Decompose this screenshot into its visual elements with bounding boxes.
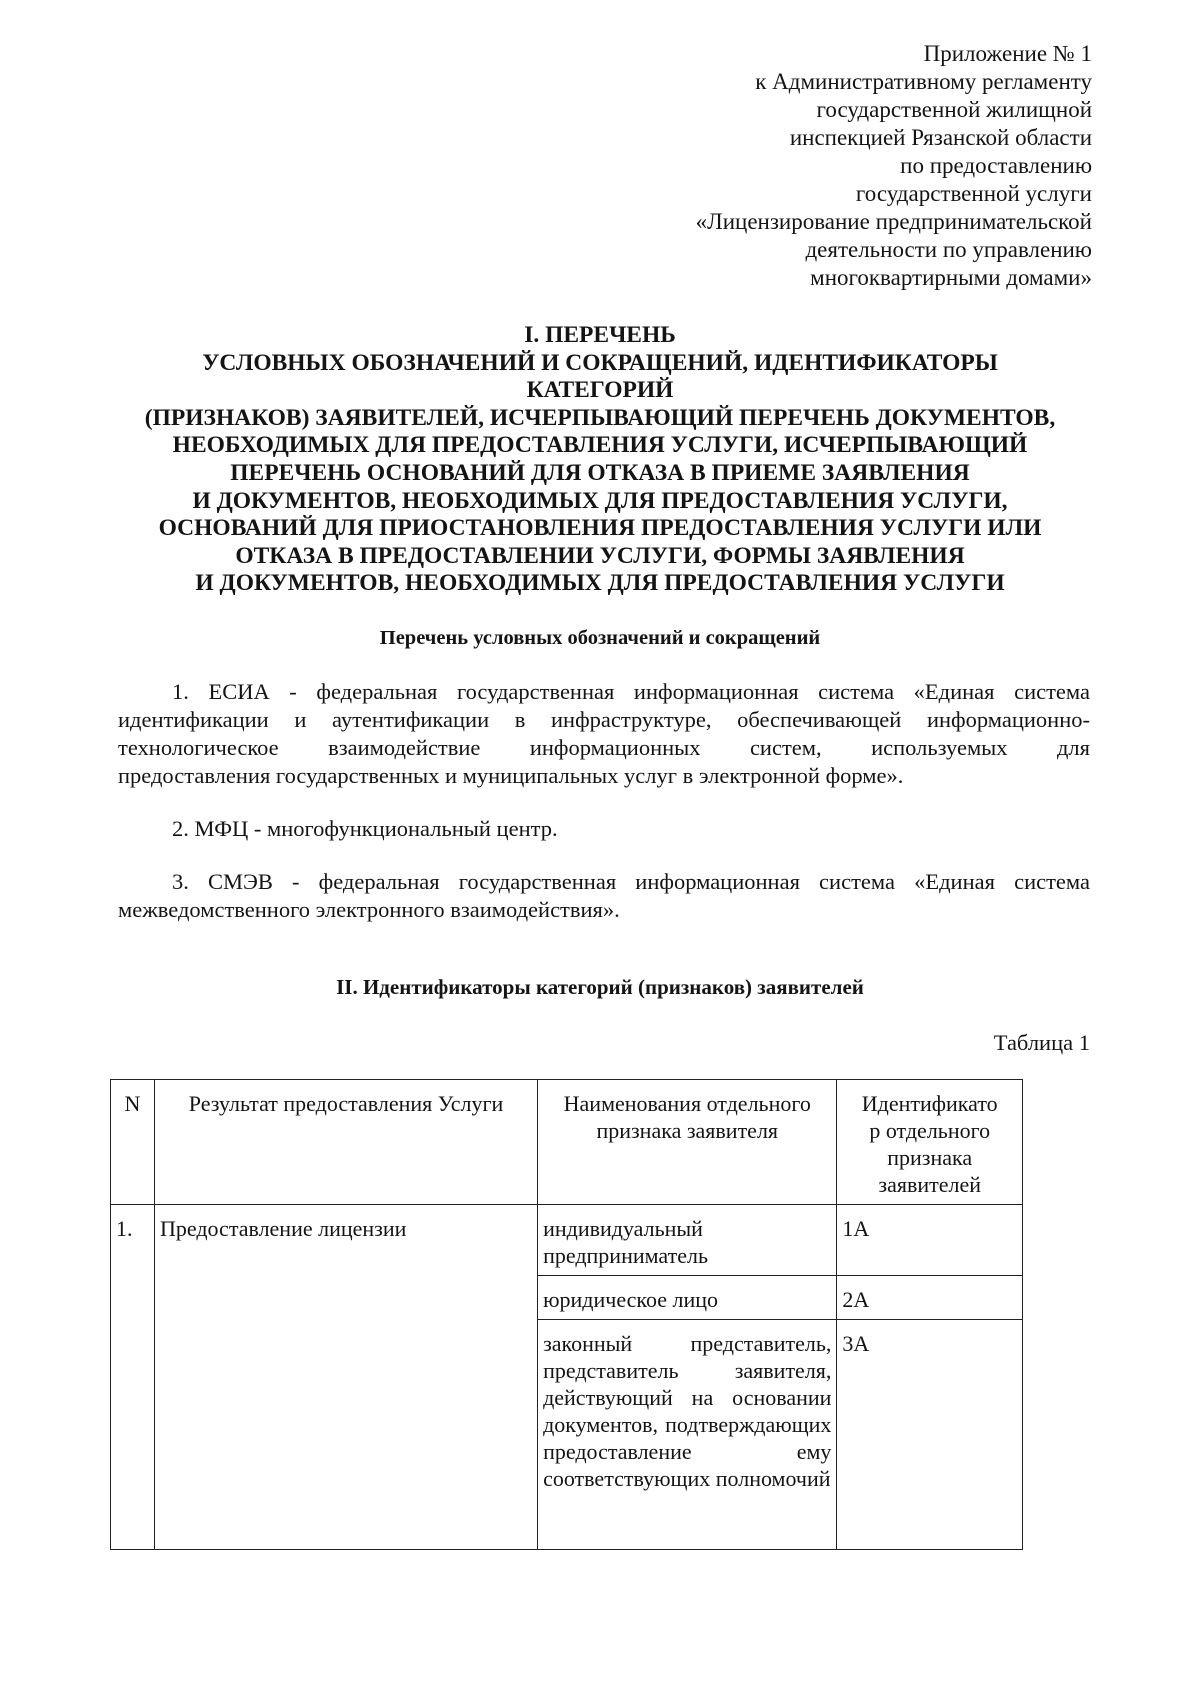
header-n: N bbox=[111, 1080, 155, 1205]
title-line: УСЛОВНЫХ ОБОЗНАЧЕНИЙ И СОКРАЩЕНИЙ, ИДЕНТИФИКАТОРЫ bbox=[202, 349, 998, 376]
appendix-line: государственной услуги bbox=[855, 181, 1092, 206]
paragraph-line: идентификации и аутентификации в инфраструктуре, обеспечивающей информационно- bbox=[118, 707, 1090, 732]
cell-name: законный представитель, представитель заявителя, действующий на основании документов, подтверждающих предоставление ему соответствующих полномочий bbox=[538, 1320, 837, 1550]
cell-id: 3А bbox=[837, 1320, 1023, 1550]
paragraph-line: 2. МФЦ - многофункциональный центр. bbox=[172, 816, 558, 841]
title-line: ОСНОВАНИЙ ДЛЯ ПРИОСТАНОВЛЕНИЯ ПРЕДОСТАВЛЕНИЯ УСЛУГИ ИЛИ bbox=[158, 515, 1042, 542]
title-line: I. ПЕРЕЧЕНЬ bbox=[524, 322, 676, 348]
appendix-line: инспекцией Рязанской области bbox=[789, 125, 1092, 150]
appendix-line: многоквартирными домами» bbox=[810, 265, 1092, 290]
title-line: ПЕРЕЧЕНЬ ОСНОВАНИЙ ДЛЯ ОТКАЗА В ПРИЕМЕ ЗАЯВЛЕНИЯ bbox=[230, 459, 970, 486]
document-title bbox=[110, 322, 1090, 598]
header-id bbox=[837, 1080, 1023, 1205]
header-name: Наименования отдельного признака заявителя bbox=[538, 1080, 837, 1205]
title-line: НЕОБХОДИМЫХ ДЛЯ ПРЕДОСТАВЛЕНИЯ УСЛУГИ, ИСЧЕРПЫВАЮЩИЙ bbox=[172, 432, 1028, 459]
table-row bbox=[111, 1205, 1023, 1276]
paragraph-line: 1. ЕСИА - федеральная государственная информационная система «Единая система bbox=[172, 679, 1090, 704]
cell-id: 2А bbox=[837, 1276, 1023, 1320]
abbreviation-item-smev bbox=[118, 868, 1090, 924]
cell-name: индивидуальный предприниматель bbox=[538, 1205, 837, 1276]
cell-id: 1А bbox=[837, 1205, 1023, 1276]
appendix-line: Приложение № 1 bbox=[923, 41, 1092, 66]
paragraph-line: межведомственного электронного взаимодействия». bbox=[118, 897, 620, 922]
paragraph-line: предоставления государственных и муниципальных услуг в электронной форме». bbox=[118, 763, 904, 788]
cell-name: юридическое лицо bbox=[538, 1276, 837, 1320]
header-id-line: Идентификато bbox=[861, 1091, 998, 1116]
appendix-block bbox=[532, 40, 1092, 292]
title-line: ОТКАЗА В ПРЕДОСТАВЛЕНИИ УСЛУГИ, ФОРМЫ ЗАЯВЛЕНИЯ bbox=[235, 542, 965, 569]
title-line: И ДОКУМЕНТОВ, НЕОБХОДИМЫХ ДЛЯ ПРЕДОСТАВЛЕНИЯ УСЛУГИ bbox=[195, 570, 1005, 597]
paragraph-line: 3. СМЭВ - федеральная государственная информационная система «Единая система bbox=[172, 869, 1090, 894]
header-id-line: признака bbox=[887, 1145, 973, 1170]
appendix-line: к Административному регламенту bbox=[755, 69, 1092, 94]
title-line: КАТЕГОРИЙ bbox=[526, 377, 674, 404]
title-line: (ПРИЗНАКОВ) ЗАЯВИТЕЛЕЙ, ИСЧЕРПЫВАЮЩИЙ ПЕРЕЧЕНЬ ДОКУМЕНТОВ, bbox=[144, 404, 1056, 431]
header-result: Результат предоставления Услуги bbox=[154, 1080, 537, 1205]
abbreviation-item-esia bbox=[118, 678, 1090, 790]
identifiers-table bbox=[110, 1079, 1023, 1550]
appendix-line: государственной жилищной bbox=[816, 97, 1092, 122]
table-header-row bbox=[111, 1080, 1023, 1205]
appendix-line: «Лицензирование предпринимательской bbox=[695, 209, 1092, 234]
paragraph-line: технологическое взаимодействие информационных систем, используемых для bbox=[118, 735, 1090, 760]
cell-n: 1. bbox=[111, 1205, 155, 1550]
table-label: Таблица 1 bbox=[993, 1030, 1090, 1055]
appendix-line: деятельности по управлению bbox=[805, 237, 1092, 262]
header-id-line: р отдельного bbox=[869, 1118, 991, 1143]
abbreviation-item-mfc bbox=[118, 815, 1090, 843]
appendix-line: по предоставлению bbox=[900, 153, 1092, 178]
cell-result: Предоставление лицензии bbox=[154, 1205, 537, 1550]
abbreviations-heading: Перечень условных обозначений и сокращений bbox=[379, 627, 821, 649]
header-id-line: заявителей bbox=[878, 1172, 982, 1197]
identifiers-heading: II. Идентификаторы категорий (признаков) заявителей bbox=[336, 975, 864, 999]
title-line: И ДОКУМЕНТОВ, НЕОБХОДИМЫХ ДЛЯ ПРЕДОСТАВЛЕНИЯ УСЛУГИ, bbox=[192, 487, 1008, 514]
